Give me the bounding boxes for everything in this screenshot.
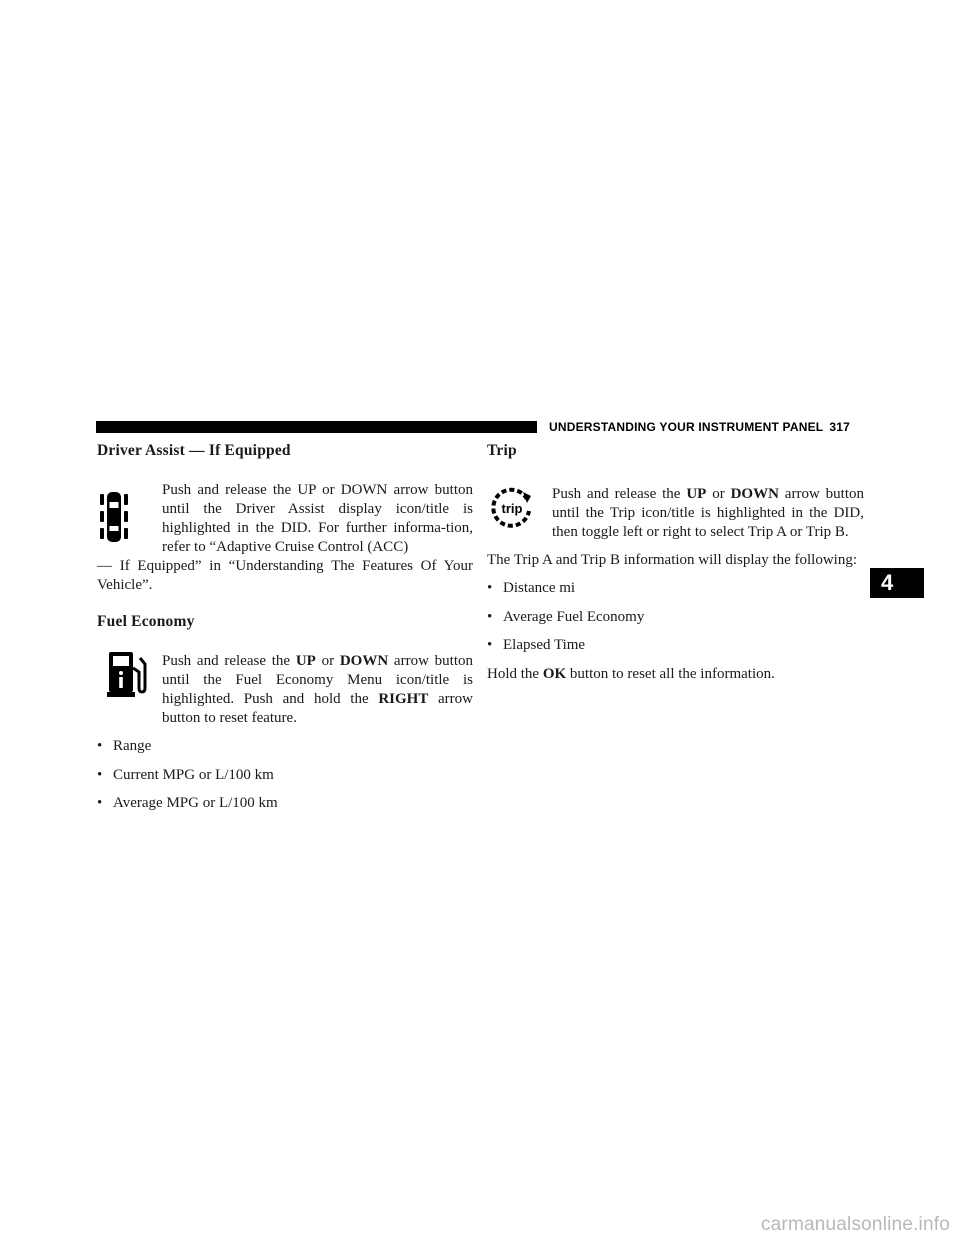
reset-text-2: button to reset all the information.: [566, 665, 775, 682]
trip-info-list: [487, 579, 864, 655]
fuel-economy-heading: Fuel Economy: [97, 613, 195, 630]
page-number: 317: [829, 420, 850, 434]
list-item: • Distance mi: [487, 579, 864, 598]
fuel-economy-section: [97, 652, 473, 728]
header-title: UNDERSTANDING YOUR INSTRUMENT PANEL: [549, 420, 824, 434]
fuel-text-or: or: [315, 653, 340, 669]
trip-icon-text: trip: [501, 501, 523, 516]
ok-key-label: OK: [542, 665, 567, 682]
list-item: • Elapsed Time: [487, 636, 864, 655]
fuel-text-1: Push and release the: [162, 653, 296, 669]
right-key-label: RIGHT: [378, 691, 429, 707]
down-key-label: DOWN: [730, 486, 779, 502]
list-item: • Current MPG or L/100 km: [97, 766, 473, 785]
trip-text-2: arrow button until the Trip icon/title is highlighted in the DID, then toggle left or right to select Trip A or Trip B.: [552, 486, 864, 540]
header-rule: [96, 421, 537, 433]
list-item: • Average MPG or L/100 km: [97, 794, 473, 813]
up-key-label: UP: [686, 486, 707, 502]
driver-assist-reference: — If Equipped” in “Understanding The Features Of Your Vehicle”.: [97, 558, 473, 593]
reset-text-1: Hold the: [487, 665, 543, 682]
right-column: [487, 440, 864, 684]
fuel-pump-icon: [105, 648, 149, 700]
fuel-text-2: arrow button until the Fuel Economy Menu icon/title is highlighted. Push and hold the: [162, 653, 473, 707]
trip-heading: Trip: [487, 442, 517, 459]
up-key-label: UP: [295, 653, 316, 669]
trip-section: [487, 485, 864, 542]
fuel-text-3: arrow button to reset feature.: [162, 691, 473, 726]
fuel-economy-instructions: [97, 652, 473, 728]
trip-text-or: or: [706, 486, 731, 502]
list-item: • Average Fuel Economy: [487, 608, 864, 627]
driver-assist-heading: Driver Assist — If Equipped: [97, 442, 291, 459]
trip-instructions: [487, 485, 864, 542]
trip-text-1: Push and release the: [552, 486, 687, 502]
driver-assist-instructions: Push and release the UP or DOWN arrow button until the Driver Assist display icon/title is highlighted in the DID. For further informa-tion, refer to “Adaptive Cruise Control (ACC): [162, 482, 473, 555]
left-column: [97, 440, 473, 823]
watermark: carmanualsonline.info: [760, 1214, 950, 1235]
trip-icon: [487, 483, 537, 533]
driver-assist-icon: [97, 490, 131, 546]
fuel-economy-list: [97, 737, 473, 813]
down-key-label: DOWN: [339, 653, 389, 669]
list-item: • Range: [97, 737, 473, 756]
trip-reset-note: [487, 665, 864, 684]
chapter-tab: 4: [870, 568, 924, 598]
driver-assist-section: [97, 481, 473, 595]
trip-info-intro: The Trip A and Trip B information will display the following:: [487, 552, 858, 568]
running-header: [549, 420, 879, 436]
